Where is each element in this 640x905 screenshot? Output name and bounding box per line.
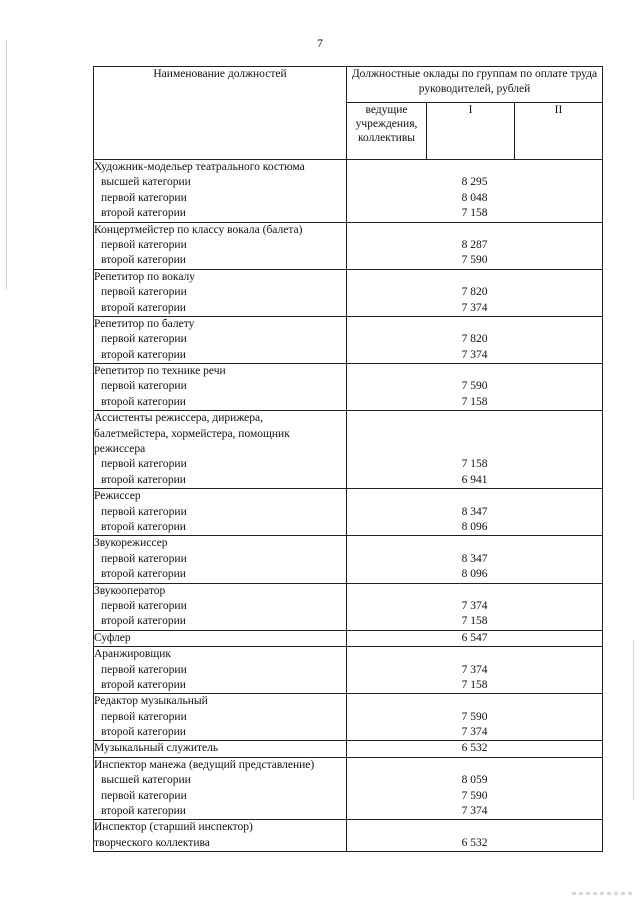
category-label: второй категории bbox=[101, 678, 186, 691]
header-group-2: II bbox=[515, 102, 603, 159]
category-label: второй категории bbox=[101, 615, 186, 628]
salary-value: 7 374 bbox=[461, 663, 488, 676]
table-row bbox=[94, 222, 603, 269]
salary-spacer bbox=[347, 820, 602, 835]
salary-value: 6 532 bbox=[461, 742, 488, 755]
position-cell bbox=[94, 316, 347, 363]
category-label: второй категории bbox=[101, 301, 186, 314]
position-cell bbox=[94, 647, 347, 694]
salary-cell bbox=[347, 316, 603, 363]
category-label: первой категории bbox=[101, 238, 187, 251]
salary-cell bbox=[347, 536, 603, 583]
salary-value: 7 374 bbox=[461, 726, 488, 739]
category-label: первой категории bbox=[101, 663, 187, 676]
category-label: первой категории bbox=[101, 458, 187, 471]
table-row bbox=[94, 741, 603, 757]
table-row bbox=[94, 647, 603, 694]
position-cell bbox=[94, 411, 347, 489]
header-position-name: Наименование должностей bbox=[94, 67, 347, 160]
position-title: балетмейстера, хормейстера, помощник bbox=[94, 427, 290, 440]
position-title: Репетитор по вокалу bbox=[94, 270, 196, 283]
position-title: творческого коллектива bbox=[94, 836, 210, 849]
category-label: первой категории bbox=[101, 710, 187, 723]
position-title: Режиссер bbox=[94, 490, 141, 503]
salary-value: 7 820 bbox=[461, 333, 488, 346]
salary-value: 7 820 bbox=[461, 286, 488, 299]
salary-value: 7 374 bbox=[461, 599, 488, 612]
table-row bbox=[94, 489, 603, 536]
salary-value: 8 295 bbox=[461, 176, 488, 189]
position-title: режиссера bbox=[94, 443, 146, 456]
category-label: первой категории bbox=[101, 552, 187, 565]
salary-cell bbox=[347, 364, 603, 411]
position-cell bbox=[94, 269, 347, 316]
table-row bbox=[94, 316, 603, 363]
salary-value: 6 547 bbox=[461, 631, 488, 644]
position-cell bbox=[94, 757, 347, 820]
salary-spacer bbox=[347, 317, 602, 332]
position-title: Концертмейстер по классу вокала (балета) bbox=[94, 223, 303, 236]
salary-cell bbox=[347, 741, 603, 757]
salary-value: 7 158 bbox=[461, 458, 488, 471]
salary-value: 7 590 bbox=[461, 254, 488, 267]
category-label: второй категории bbox=[101, 254, 186, 267]
salary-value: 8 096 bbox=[461, 520, 488, 533]
salary-value: 7 590 bbox=[461, 789, 488, 802]
table-row bbox=[94, 820, 603, 852]
salary-cell bbox=[347, 630, 603, 646]
table-row bbox=[94, 536, 603, 583]
salary-spacer bbox=[347, 584, 602, 599]
salary-cell bbox=[347, 160, 603, 223]
salary-value: 7 374 bbox=[461, 805, 488, 818]
category-label: первой категории bbox=[101, 380, 187, 393]
salary-value: 8 287 bbox=[461, 238, 488, 251]
position-cell bbox=[94, 820, 347, 852]
position-cell bbox=[94, 364, 347, 411]
salary-value: 8 059 bbox=[461, 774, 488, 787]
salary-cell bbox=[347, 411, 603, 489]
position-title: Инспектор манежа (ведущий представление) bbox=[94, 758, 315, 771]
header-salary-groups: Должностные оклады по группам по оплате труда руководителей, рублей bbox=[347, 67, 603, 103]
category-label: второй категории bbox=[101, 473, 186, 486]
category-label: первой категории bbox=[101, 789, 187, 802]
salary-value: 7 158 bbox=[461, 678, 488, 691]
salary-spacer bbox=[347, 647, 602, 662]
salary-spacer bbox=[347, 427, 602, 442]
category-label: второй категории bbox=[101, 207, 186, 220]
salary-spacer bbox=[347, 536, 602, 551]
category-label: первой категории bbox=[101, 286, 187, 299]
position-title: Репетитор по технике речи bbox=[94, 365, 226, 378]
position-cell bbox=[94, 160, 347, 223]
position-cell bbox=[94, 741, 347, 757]
salary-value: 8 347 bbox=[461, 505, 488, 518]
table-body bbox=[94, 160, 603, 852]
salary-value: 7 158 bbox=[461, 615, 488, 628]
salary-value: 6 941 bbox=[461, 473, 488, 486]
category-label: высшей категории bbox=[101, 774, 191, 787]
position-title: Инспектор (старший инспектор) bbox=[94, 821, 253, 834]
position-cell bbox=[94, 583, 347, 630]
position-title: Ассистенты режиссера, дирижера, bbox=[94, 412, 263, 425]
salary-value: 7 158 bbox=[461, 395, 488, 408]
category-label: второй категории bbox=[101, 348, 186, 361]
salary-spacer bbox=[347, 489, 602, 504]
salary-value: 7 590 bbox=[461, 380, 488, 393]
position-title: Звукооператор bbox=[94, 584, 166, 597]
category-label: второй категории bbox=[101, 805, 186, 818]
position-cell bbox=[94, 222, 347, 269]
category-label: первой категории bbox=[101, 505, 187, 518]
position-title: Аранжировщик bbox=[94, 648, 171, 661]
position-cell bbox=[94, 536, 347, 583]
table-row bbox=[94, 757, 603, 820]
category-label: второй категории bbox=[101, 568, 186, 581]
position-title: Репетитор по балету bbox=[94, 317, 195, 330]
scan-artifact bbox=[572, 892, 632, 895]
salary-cell bbox=[347, 583, 603, 630]
position-cell bbox=[94, 489, 347, 536]
position-cell bbox=[94, 630, 347, 646]
position-title: Звукорежиссер bbox=[94, 537, 168, 550]
salary-cell bbox=[347, 820, 603, 852]
salary-cell bbox=[347, 757, 603, 820]
salary-spacer bbox=[347, 270, 602, 285]
table-row bbox=[94, 364, 603, 411]
salary-value: 7 158 bbox=[461, 207, 488, 220]
table-row bbox=[94, 269, 603, 316]
salary-value: 7 374 bbox=[461, 348, 488, 361]
salary-value: 8 096 bbox=[461, 568, 488, 581]
salary-spacer bbox=[347, 223, 602, 238]
salary-cell bbox=[347, 269, 603, 316]
category-label: первой категории bbox=[101, 333, 187, 346]
salary-value: 6 532 bbox=[461, 836, 488, 849]
salary-value: 8 347 bbox=[461, 552, 488, 565]
scan-margin-mark bbox=[6, 40, 7, 290]
category-label: высшей категории bbox=[101, 176, 191, 189]
salary-value: 7 374 bbox=[461, 301, 488, 314]
salary-spacer bbox=[347, 160, 602, 175]
category-label: второй категории bbox=[101, 726, 186, 739]
position-title: Суфлер bbox=[94, 631, 131, 644]
salary-spacer bbox=[347, 364, 602, 379]
category-label: второй категории bbox=[101, 520, 186, 533]
category-label: первой категории bbox=[101, 599, 187, 612]
position-title: Художник-модельер театрального костюма bbox=[94, 161, 305, 173]
category-label: второй категории bbox=[101, 395, 186, 408]
salary-cell bbox=[347, 489, 603, 536]
salary-table bbox=[93, 66, 603, 852]
salary-value: 7 590 bbox=[461, 710, 488, 723]
salary-spacer bbox=[347, 411, 602, 426]
page-number: 7 bbox=[317, 36, 323, 50]
salary-spacer bbox=[347, 442, 602, 457]
position-cell bbox=[94, 694, 347, 741]
salary-spacer bbox=[347, 694, 602, 709]
position-title: Редактор музыкальный bbox=[94, 695, 208, 708]
position-title: Музыкальный служитель bbox=[94, 742, 219, 755]
category-label: первой категории bbox=[101, 191, 187, 204]
table-row bbox=[94, 411, 603, 489]
table-row bbox=[94, 160, 603, 223]
header-leading-institutions: ведущие учреждения, коллективы bbox=[347, 102, 427, 159]
table-row bbox=[94, 583, 603, 630]
table-row bbox=[94, 630, 603, 646]
scan-margin-mark bbox=[633, 640, 634, 800]
salary-value: 8 048 bbox=[461, 191, 488, 204]
salary-cell bbox=[347, 222, 603, 269]
salary-cell bbox=[347, 694, 603, 741]
salary-spacer bbox=[347, 758, 602, 773]
salary-cell bbox=[347, 647, 603, 694]
table-row bbox=[94, 694, 603, 741]
header-group-1: I bbox=[427, 102, 515, 159]
